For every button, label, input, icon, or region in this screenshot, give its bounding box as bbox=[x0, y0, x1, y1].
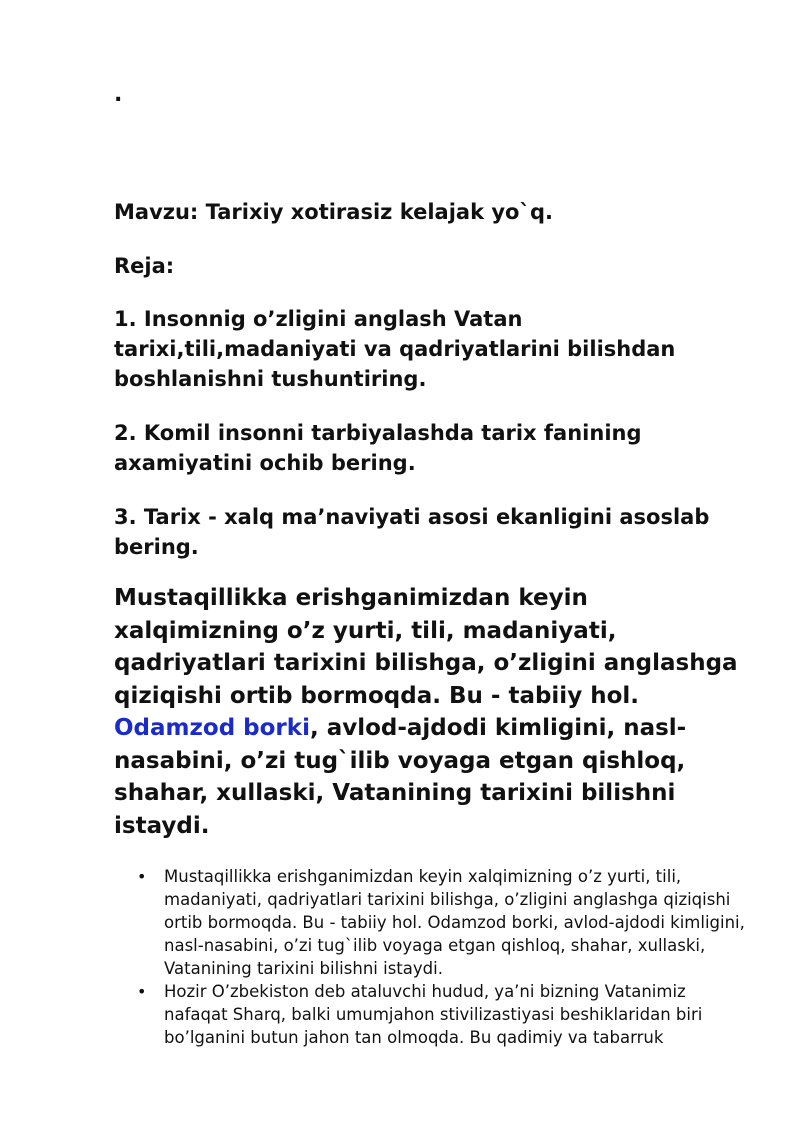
list-item-text: Mustaqillikka erishganimizdan keyin xalqimizning o’z yurti, tili, madaniyati, qadriyatlari tarixini bilishga, o’zligini anglashga qiziqishi ortib bormoqda. Bu - tabiiy hol. Odamzod borki, avlod-ajdodi kimligini, nasl-nasabini, o’zi tug`ilib voyaga etgan qishloq, shahar, xullaski, Vatanining tarixini bilishni istaydi. bbox=[164, 867, 745, 978]
page-marker: . bbox=[114, 82, 123, 107]
plan-item-3: 3. Tarix - xalq ma’naviyati asosi ekanligini asoslab bering. bbox=[114, 505, 710, 559]
plan-item-2: 2. Komil insonni tarbiyalashda tarix fanining axamiyatini ochib bering. bbox=[114, 421, 642, 475]
list-item-text: Hozir O’zbekiston deb ataluvchi hudud, ya’ni bizning Vatanimiz nafaqat Sharq, balki umumjahon stivilizastiyasi beshiklaridan biri bo’lganini butun jahon tan olmoqda. Bu qadimiy va tabarruk bbox=[164, 982, 703, 1047]
plan-list bbox=[114, 304, 744, 562]
intro-text-before-link: Mustaqillikka erishganimizdan keyin xalqimizning o’z yurti, tili, madaniyati, qadriyatlari tarixini bilishga, o’zligini anglashga qiziqishi ortib bormoqda. Bu - tabiiy hol. bbox=[114, 585, 738, 709]
list-item bbox=[137, 865, 754, 980]
intro-link[interactable]: Odamzod borki bbox=[114, 715, 310, 741]
plan-title: Reja: bbox=[114, 254, 175, 278]
intro-text-after-link: , avlod-ajdodi kimligini, nasl-nasabini, o’zi tug`ilib voyaga etgan qishloq, shahar, xullaski, Vatanining tarixini bilishni istaydi. bbox=[114, 715, 687, 839]
bullet-icon: • bbox=[137, 867, 147, 886]
bullet-icon: • bbox=[137, 982, 147, 1001]
topic-heading: Mavzu: Tarixiy xotirasiz kelajak yo`q. bbox=[114, 200, 553, 224]
intro-paragraph bbox=[114, 582, 744, 842]
bullet-list bbox=[114, 865, 754, 1049]
document-page bbox=[114, 84, 744, 1049]
plan-item-1: 1. Insonnig o’zligini anglash Vatan tarixi,tili,madaniyati va qadriyatlarini bilishdan boshlanishni tushuntiring. bbox=[114, 307, 676, 391]
list-item bbox=[137, 980, 754, 1049]
